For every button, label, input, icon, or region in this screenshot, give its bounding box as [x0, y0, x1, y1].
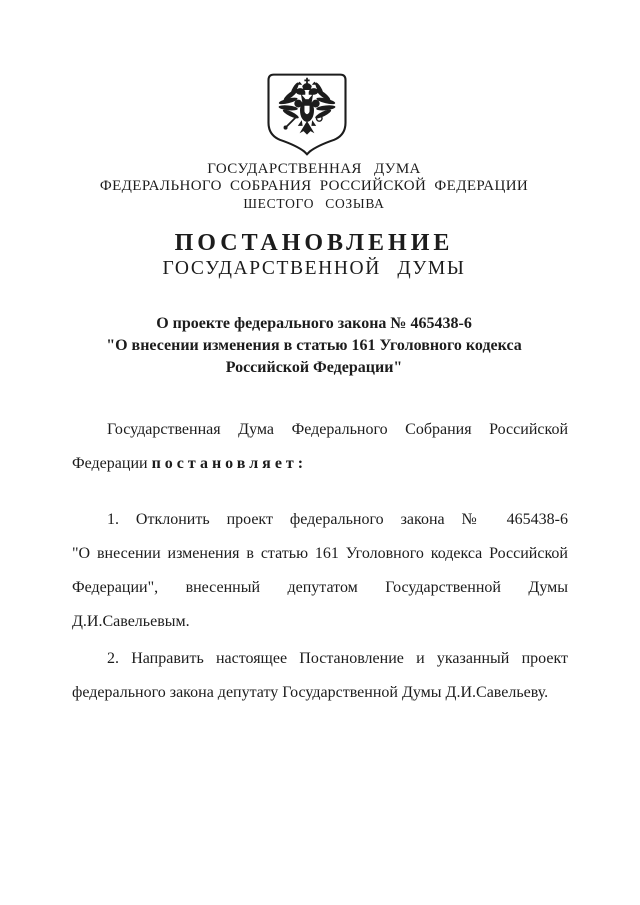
- body-line: [72, 447, 568, 481]
- header-institution-parent: ФЕДЕРАЛЬНОГО СОБРАНИЯ РОССИЙСКОЙ ФЕДЕРАЦИИ: [99, 178, 529, 194]
- subject-line: Российской Федерации": [225, 359, 403, 376]
- header-institution-name: ГОСУДАРСТВЕННАЯ ДУМА: [207, 161, 421, 177]
- coat-of-arms: [0, 0, 627, 161]
- body-line: Федерации", внесенный депутатом Государственной Думы: [72, 579, 568, 596]
- document-body: [72, 413, 568, 710]
- body-line: федерального закона депутату Государственной Думы Д.И.Савельеву.: [72, 684, 549, 701]
- paragraph-item-2: [72, 642, 568, 710]
- body-line: 1. Отклонить проект федерального закона № 465438-6: [107, 511, 568, 528]
- body-line: "О внесении изменения в статью 161 Уголовного кодекса Российской: [72, 545, 568, 562]
- scepter-icon: [284, 116, 297, 129]
- paragraph-item-1: [72, 503, 568, 639]
- header-convocation: ШЕСТОГО СОЗЫВА: [243, 196, 385, 211]
- document-title-issuer: ГОСУДАРСТВЕННОЙ ДУМЫ: [162, 258, 466, 279]
- body-line: Государственная Дума Федерального Собрания Российской: [107, 421, 568, 438]
- paragraph-intro: [72, 413, 568, 481]
- subject-line: "О внесении изменения в статью 161 Уголовного кодекса: [106, 337, 522, 354]
- intro-subject-word: Федерации: [72, 455, 148, 472]
- document-subject: [60, 313, 568, 379]
- document-title: [60, 230, 568, 281]
- decree-verb: постановляет:: [151, 455, 308, 472]
- subject-line: О проекте федерального закона № 465438-6: [156, 315, 472, 332]
- document-header: [60, 161, 568, 212]
- document-title-type: ПОСТАНОВЛЕНИЕ: [174, 230, 454, 256]
- double-headed-eagle-icon: [263, 72, 351, 156]
- body-line: 2. Направить настоящее Постановление и указанный проект: [107, 650, 568, 667]
- body-line: Д.И.Савельевым.: [72, 613, 190, 630]
